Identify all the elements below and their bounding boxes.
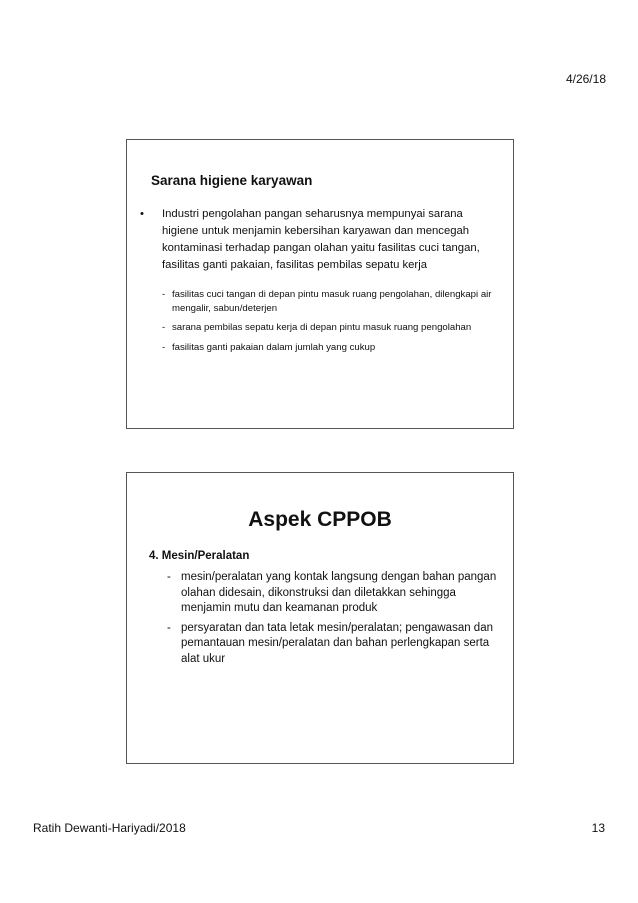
bullet-text: Industri pengolahan pangan seharusnya mempunyai sarana higiene untuk menjamin kebersihan karyawan dan mencegah kontaminasi terhadap pangan olahan yaitu fasilitas cuci tangan, fasilitas ganti pakaian, fasilitas pembilas sepatu kerja xyxy=(162,208,480,271)
dash-icon: - xyxy=(167,571,171,583)
bullet-icon: • xyxy=(140,208,144,220)
sub-item xyxy=(162,288,507,315)
list-item-text: mesin/peralatan yang kontak langsung dengan bahan pangan olahan didesain, dikonstruksi dan diletakkan sehingga menjamin mutu dan keamanan produk xyxy=(181,571,497,615)
dash-icon: - xyxy=(162,322,166,333)
sub-item-text: sarana pembilas sepatu kerja di depan pintu masuk ruang pengolahan xyxy=(172,322,472,333)
page-number: 13 xyxy=(591,821,605,835)
slide-aspek-cppob xyxy=(126,472,514,764)
list-item-text: persyaratan dan tata letak mesin/peralatan; pengawasan dan pemantauan mesin/peralatan dan bahan perlengkapan serta alat ukur xyxy=(181,621,493,665)
sub-item-text: fasilitas ganti pakaian dalam jumlah yang cukup xyxy=(172,341,376,353)
dash-icon: - xyxy=(162,289,166,300)
item-list xyxy=(167,570,497,672)
slide-title: Aspek CPPOB xyxy=(248,508,392,531)
dash-icon: - xyxy=(162,341,166,353)
page-date: 4/26/18 xyxy=(565,72,606,86)
sub-item-text: fasilitas cuci tangan di depan pintu masuk ruang pengolahan, dilengkapi air mengalir, sabun/deterjen xyxy=(172,289,492,314)
sub-item xyxy=(162,341,507,355)
list-item xyxy=(167,621,497,668)
list-item xyxy=(167,570,497,617)
slide-sarana-higiene xyxy=(126,139,514,429)
slide-title: Sarana higiene karyawan xyxy=(151,173,313,188)
sub-item-list xyxy=(162,288,507,360)
sub-item xyxy=(162,321,507,335)
footer-author: Ratih Dewanti-Hariyadi/2018 xyxy=(33,821,186,835)
bullet-item xyxy=(140,206,500,274)
section-heading: 4. Mesin/Peralatan xyxy=(149,550,250,562)
dash-icon: - xyxy=(167,621,171,634)
